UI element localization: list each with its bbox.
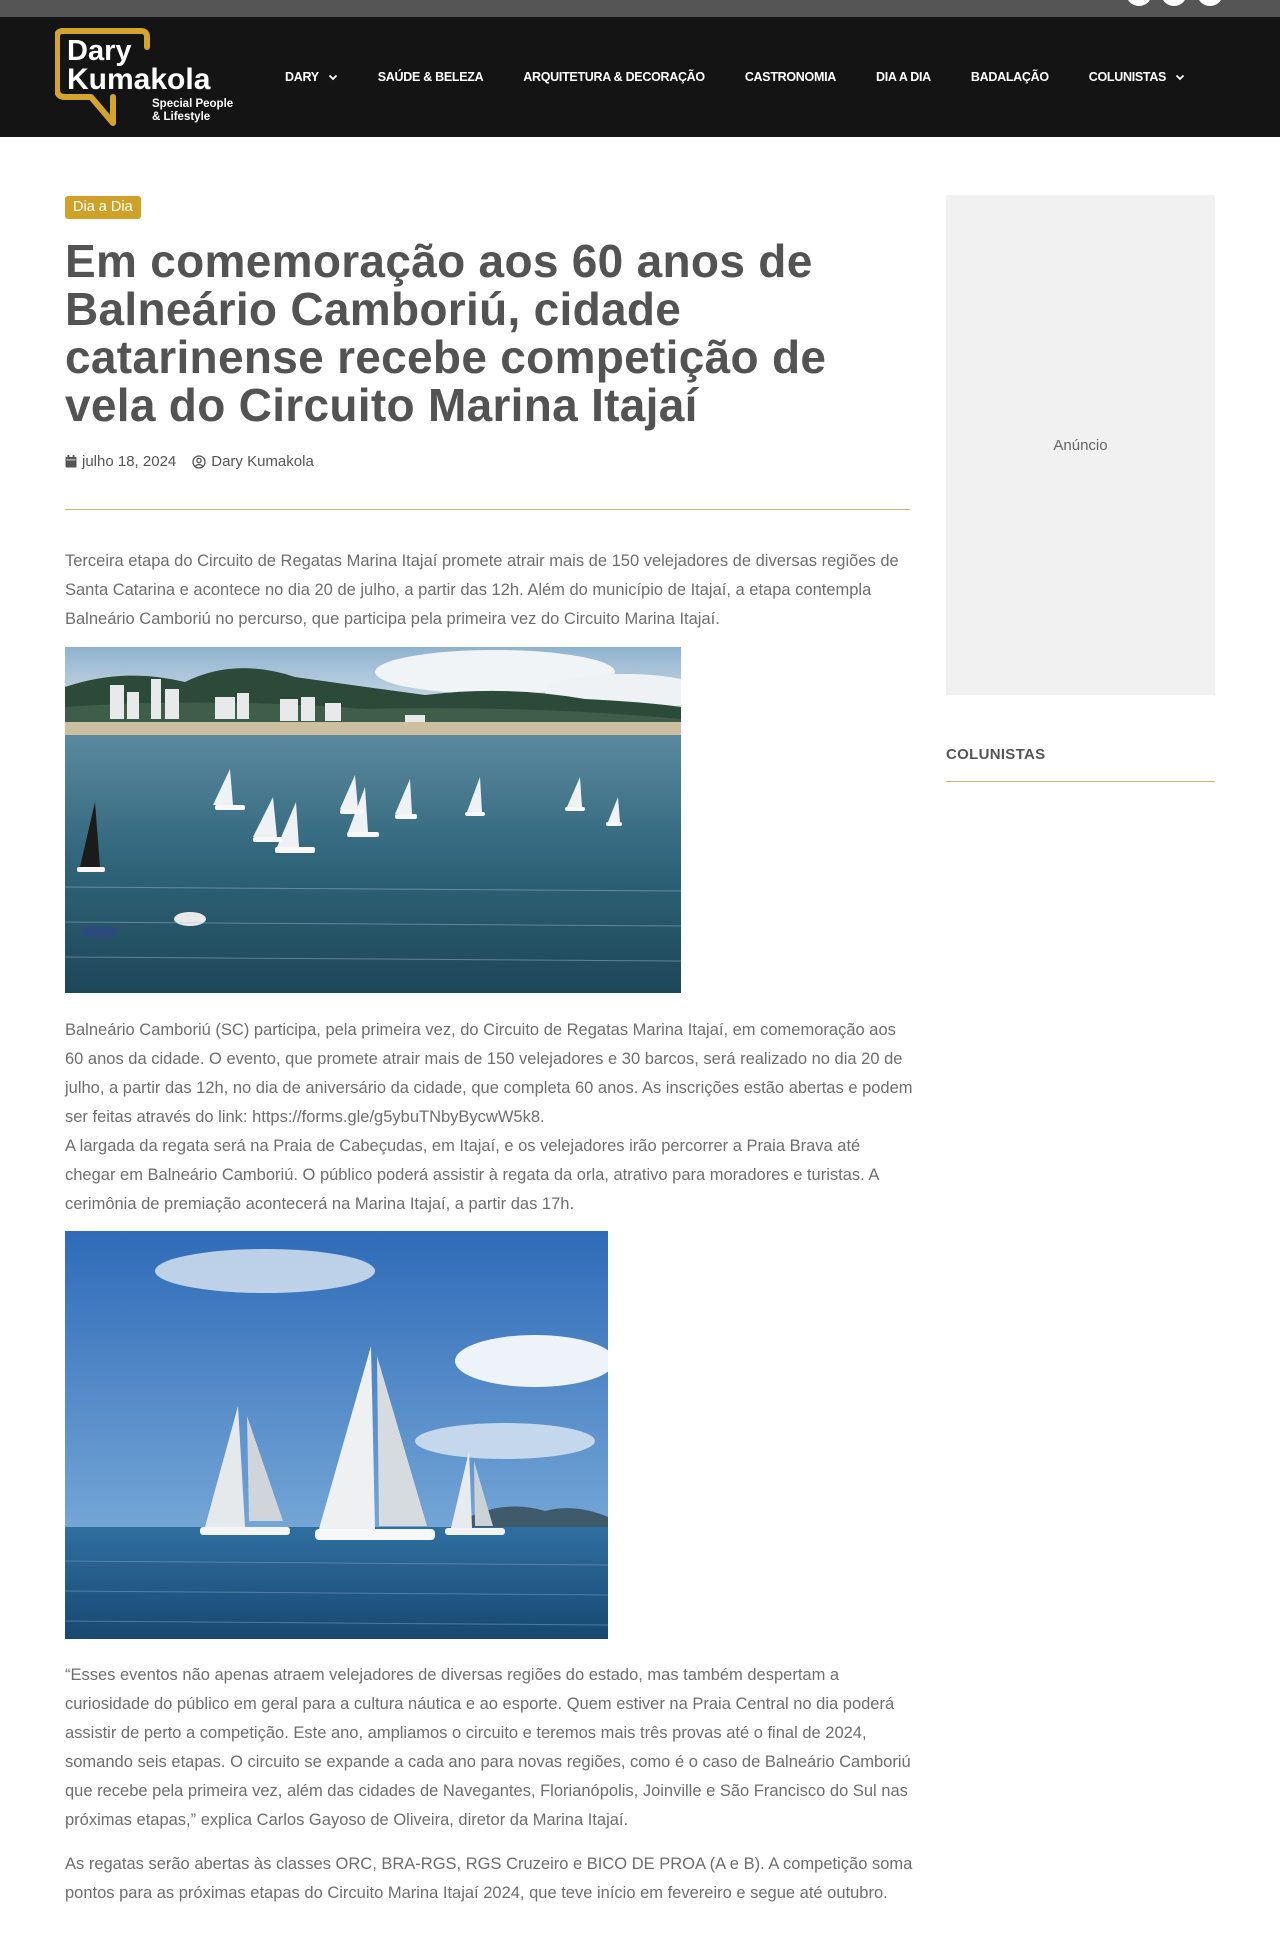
site-logo[interactable] <box>55 27 245 127</box>
nav-label: DARY <box>285 70 319 84</box>
post-author[interactable]: Dary Kumakola <box>211 453 314 470</box>
main-nav <box>285 17 1185 137</box>
nav-item-arquitetura-decoracao[interactable] <box>523 70 705 84</box>
article-image-regatta-aerial <box>65 647 681 993</box>
calendar-icon <box>65 455 77 468</box>
date-meta <box>65 453 176 470</box>
nav-item-colunistas[interactable] <box>1089 70 1185 84</box>
post-date[interactable]: julho 18, 2024 <box>82 453 177 470</box>
columnists-divider <box>946 781 1215 782</box>
nav-item-badalacao[interactable] <box>971 70 1049 84</box>
chevron-down-icon <box>328 72 338 82</box>
nav-label: BADALAÇÃO <box>970 70 1049 84</box>
article-image-sailboats <box>65 1231 608 1639</box>
instagram-icon[interactable] <box>1161 0 1187 6</box>
paragraph-quote: “Esses eventos não apenas atraem velejadores de diversas regiões do estado, mas também despertam a curiosidade do público em geral para a cultura náutica e ao esporte. Quem estiver na Praia Central no dia poderá assistir de perto a competição. Este ano, ampliamos o circuito e teremos mais três provas até o final de 2024, somando seis etapas. O circuito se expande a cada ano para novas regiões, como é o caso de Balneário Camboriú que recebe pela primeira vez, além das cidades de Navegantes, Florianópolis, Joinville e São Francisco do Sul nas próximas etapas,” explica Carlos Gayoso de Oliveira, diretor da Marina Itajaí. <box>65 1666 911 1829</box>
logo-line2: Kumakola <box>67 63 211 96</box>
logo-tagline-1: Special People <box>152 98 234 110</box>
title-divider <box>65 509 910 510</box>
paragraph-intro: Terceira etapa do Circuito de Regatas Marina Itajaí promete atrair mais de 150 velejadores de diversas regiões de Santa Catarina e acontece no dia 20 de julho, a partir das 12h. Além do município de Itajaí, a etapa contempla Balneário Camboriú no percurso, que participa pela primeira vez do Circuito Marina Itajaí. <box>65 552 899 628</box>
paragraph-classes: As regatas serão abertas às classes ORC, BRA-RGS, RGS Cruzeiro e BICO DE PROA (A e B). A competição soma pontos para as próximas etapas do Circuito Marina Itajaí 2024, que teve início em fevereiro e segue até outubro. <box>65 1855 913 1902</box>
columnists-heading: COLUNISTAS <box>946 746 1046 763</box>
logo-tagline-2: & Lifestyle <box>152 111 211 123</box>
article-title: Em comemoração aos 60 anos de Balneário Camboriú, cidade catarinense recebe competição de vela do Circuito Marina Itajaí <box>65 235 827 431</box>
paragraph-event: Balneário Camboriú (SC) participa, pela primeira vez, do Circuito de Regatas Marina Itajaí, em comemoração aos 60 anos da cidade. O evento, que promete atrair mais de 150 velejadores e 30 barcos, será realizado no dia 20 de julho, a partir das 12h, no dia de aniversário da cidade, que completa 60 anos. As inscrições estão abertas e podem ser feitas através do link: https://forms.gle/g5ybuTNbyBycwW5k8. <box>65 1021 913 1126</box>
site-header <box>0 17 1280 137</box>
nav-label: CASTRONOMIA <box>744 70 836 84</box>
nav-item-dia-a-dia[interactable] <box>876 70 931 84</box>
ad-label: Anúncio <box>1053 436 1108 454</box>
nav-label: SAÚDE & BELEZA <box>377 70 484 84</box>
category-badge[interactable]: Dia a Dia <box>65 196 141 219</box>
nav-item-castronomia[interactable] <box>745 70 836 84</box>
youtube-icon[interactable] <box>1197 0 1223 6</box>
nav-item-dary[interactable] <box>285 70 338 84</box>
chevron-down-icon <box>1175 72 1185 82</box>
logo-line1: Dary <box>67 35 132 67</box>
ad-placeholder[interactable] <box>946 195 1215 695</box>
nav-label: DIA A DIA <box>875 70 931 84</box>
author-meta <box>192 453 314 470</box>
paragraph-route: A largada da regata será na Praia de Cabeçudas, em Itajaí, e os velejadores irão percorrer a Praia Brava até chegar em Balneário Camboriú. O público poderá assistir à regata da orla, atrativo para moradores e turistas. A cerimônia de premiação acontecerá na Marina Itajaí, a partir das 17h. <box>65 1137 879 1213</box>
nav-label: ARQUITETURA & DECORAÇÃO <box>523 70 705 84</box>
nav-item-saude-beleza[interactable] <box>378 70 484 84</box>
top-strip <box>0 0 1280 17</box>
user-icon <box>192 455 206 469</box>
nav-label: COLUNISTAS <box>1088 70 1167 84</box>
facebook-icon[interactable] <box>1126 0 1152 6</box>
article-meta <box>65 453 330 470</box>
